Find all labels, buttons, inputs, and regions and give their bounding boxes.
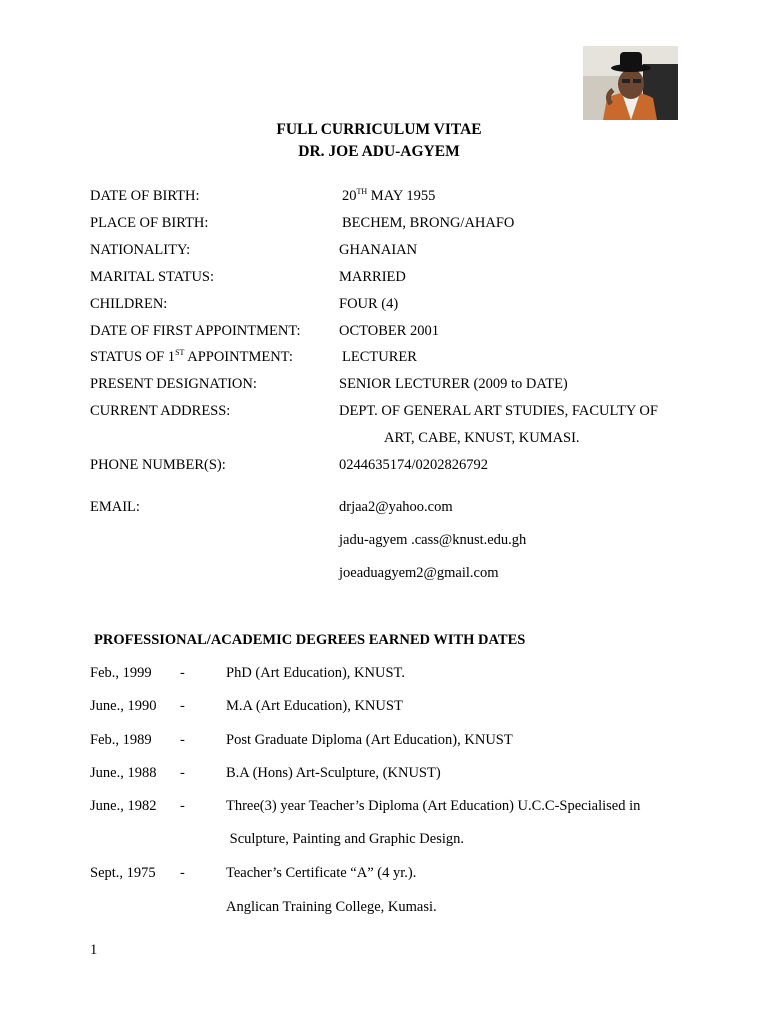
dob-value: 20TH MAY 1955 <box>342 187 436 204</box>
degree-dash: - <box>180 765 185 781</box>
degree-dash: - <box>180 698 185 714</box>
degree-date: Feb., 1999 <box>90 665 152 681</box>
children-value: FOUR (4) <box>339 296 399 312</box>
email-label: EMAIL: <box>90 499 140 515</box>
degree-dash: - <box>180 798 185 814</box>
email-2: jadu-agyem .cass@knust.edu.gh <box>339 532 527 548</box>
marital-label: MARITAL STATUS: <box>90 269 215 285</box>
first-appointment-value: OCTOBER 2001 <box>339 323 440 339</box>
status-value: LECTURER <box>342 349 417 365</box>
degree-text: B.A (Hons) Art-Sculpture, (KNUST) <box>226 765 441 781</box>
degree-text: M.A (Art Education), KNUST <box>226 698 403 714</box>
degree-date: June., 1990 <box>90 698 157 714</box>
children-label: CHILDREN: <box>90 296 168 312</box>
address-label: CURRENT ADDRESS: <box>90 403 231 419</box>
designation-label: PRESENT DESIGNATION: <box>90 376 257 392</box>
nationality-label: NATIONALITY: <box>90 242 191 258</box>
email-1: drjaa2@yahoo.com <box>339 499 453 515</box>
degree-date: Sept., 1975 <box>90 865 156 881</box>
degree-dash: - <box>180 665 185 681</box>
marital-value: MARRIED <box>339 269 406 285</box>
page-number: 1 <box>90 942 98 958</box>
person-name: DR. JOE ADU-AGYEM <box>298 143 460 160</box>
portrait-photo <box>583 46 678 120</box>
degree-text-continued: Sculpture, Painting and Graphic Design. <box>226 831 464 847</box>
degree-date: June., 1988 <box>90 765 157 781</box>
degree-dash: - <box>180 732 185 748</box>
phone-value: 0244635174/0202826792 <box>339 457 489 473</box>
degree-text: Teacher’s Certificate “A” (4 yr.). <box>226 865 417 881</box>
address-line-2: ART, CABE, KNUST, KUMASI. <box>384 430 580 446</box>
degree-text-continued: Anglican Training College, Kumasi. <box>226 899 437 915</box>
degree-dash: - <box>180 865 185 881</box>
degrees-heading: PROFESSIONAL/ACADEMIC DEGREES EARNED WITH DATES <box>94 632 526 648</box>
degree-date: Feb., 1989 <box>90 732 152 748</box>
degree-text: Three(3) year Teacher’s Diploma (Art Education) U.C.C-Specialised in <box>226 798 641 814</box>
pob-value: BECHEM, BRONG/AHAFO <box>342 215 515 231</box>
document-title: FULL CURRICULUM VITAE <box>276 121 482 138</box>
status-label: STATUS OF 1ST APPOINTMENT: <box>90 348 293 365</box>
pob-label: PLACE OF BIRTH: <box>90 215 209 231</box>
dob-label: DATE OF BIRTH: <box>90 188 200 204</box>
phone-label: PHONE NUMBER(S): <box>90 457 226 473</box>
first-appointment-label: DATE OF FIRST APPOINTMENT: <box>90 323 301 339</box>
nationality-value: GHANAIAN <box>339 242 418 258</box>
degree-text: PhD (Art Education), KNUST. <box>226 665 405 681</box>
email-3: joeaduagyem2@gmail.com <box>339 565 499 581</box>
address-line-1: DEPT. OF GENERAL ART STUDIES, FACULTY OF <box>339 403 658 419</box>
degree-date: June., 1982 <box>90 798 157 814</box>
designation-value: SENIOR LECTURER (2009 to DATE) <box>339 376 568 392</box>
degree-text: Post Graduate Diploma (Art Education), KNUST <box>226 732 513 748</box>
